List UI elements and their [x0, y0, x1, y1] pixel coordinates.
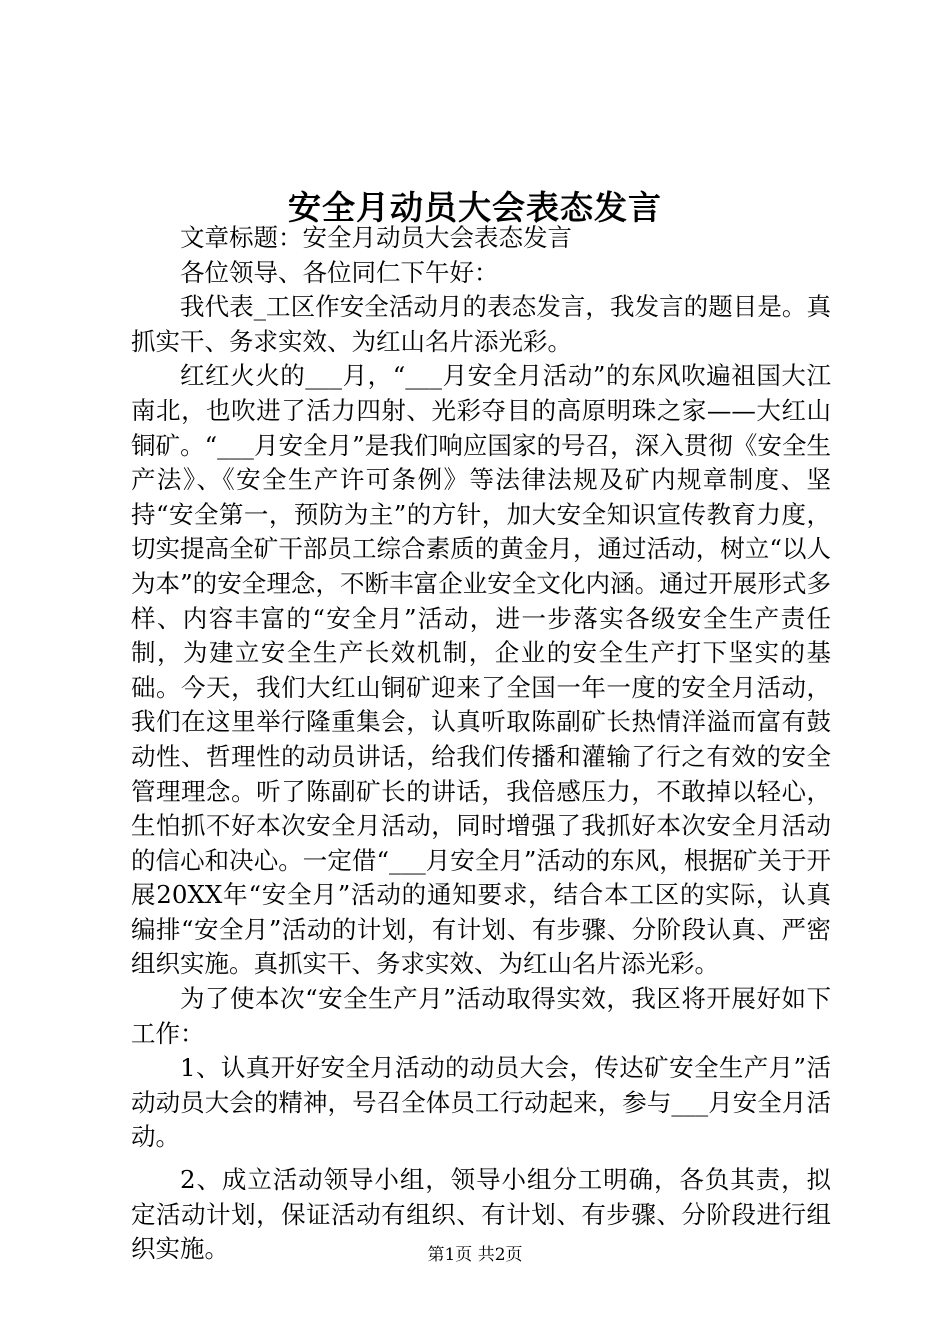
paragraph-article-title: 文章标题：安全月动员大会表态发言 [180, 223, 572, 252]
document-title: 安全月动员大会表态发言 [288, 188, 662, 227]
paragraph-work-intro: 为了使本次“安全生产月”活动取得实效，我区将开展好如下工作： [131, 984, 831, 1048]
page-number-footer: 第1页 共2页 [427, 1245, 523, 1265]
paragraph-main: 红红火火的___月，“___月安全月活动”的东风吹遍祖国大江南北，也吹进了活力四射、光彩夺目的高原明珠之家——大红山铜矿。“___月安全月”是我们响应国家的号召，深入贯彻《安全生产法》、《安全生产许可条例》等法律法规及矿内规章制度、坚持“安全第一，预防为主”的方针，加大安全知识宣传教育力度，切实提高全矿干部员工综合素质的黄金月，通过活动，树立“以人为本”的安全理念，不断丰富企业安全文化内涵。通过开展形式多样、内容丰富的“安全月”活动，进一步落实各级安全生产责任制，为建立安全生产长效机制，企业的安全生产打下坚实的基础。今天，我们大红山铜矿迎来了全国一年一度的安全月活动，我们在这里举行隆重集会，认真听取陈副矿长热情洋溢而富有鼓动性、哲理性的动员讲话，给我们传播和灌输了行之有效的安全管理理念。听了陈副矿长的讲话，我倍感压力，不敢掉以轻心，生怕抓不好本次安全月活动，同时增强了我抓好本次安全月活动的信心和决心。一定借“___月安全月”活动的东风，根据矿关于开展20XX年“安全月”活动的通知要求，结合本工区的实际，认真编排“安全月”活动的计划，有计划、有步骤、分阶段认真、严密组织实施。真抓实干、务求实效、为红山名片添光彩。 [131, 361, 831, 979]
document-body [131, 221, 831, 1267]
paragraph-item-1: 1、认真开好安全月活动的动员大会，传达矿安全生产月”活动动员大会的精神，号召全体员工行动起来，参与___月安全月活动。 [131, 1053, 831, 1152]
paragraph-item-2: 2、成立活动领导小组，领导小组分工明确，各负其责，拟定活动计划，保证活动有组织、有计划、有步骤、分阶段进行组织实施。 [131, 1165, 831, 1264]
paragraph-greeting: 各位领导、各位同仁下午好： [180, 257, 499, 287]
paragraph-introduction: 我代表_工区作安全活动月的表态发言，我发言的题目是。真抓实干、务求实效、为红山名片添光彩。 [131, 292, 831, 356]
